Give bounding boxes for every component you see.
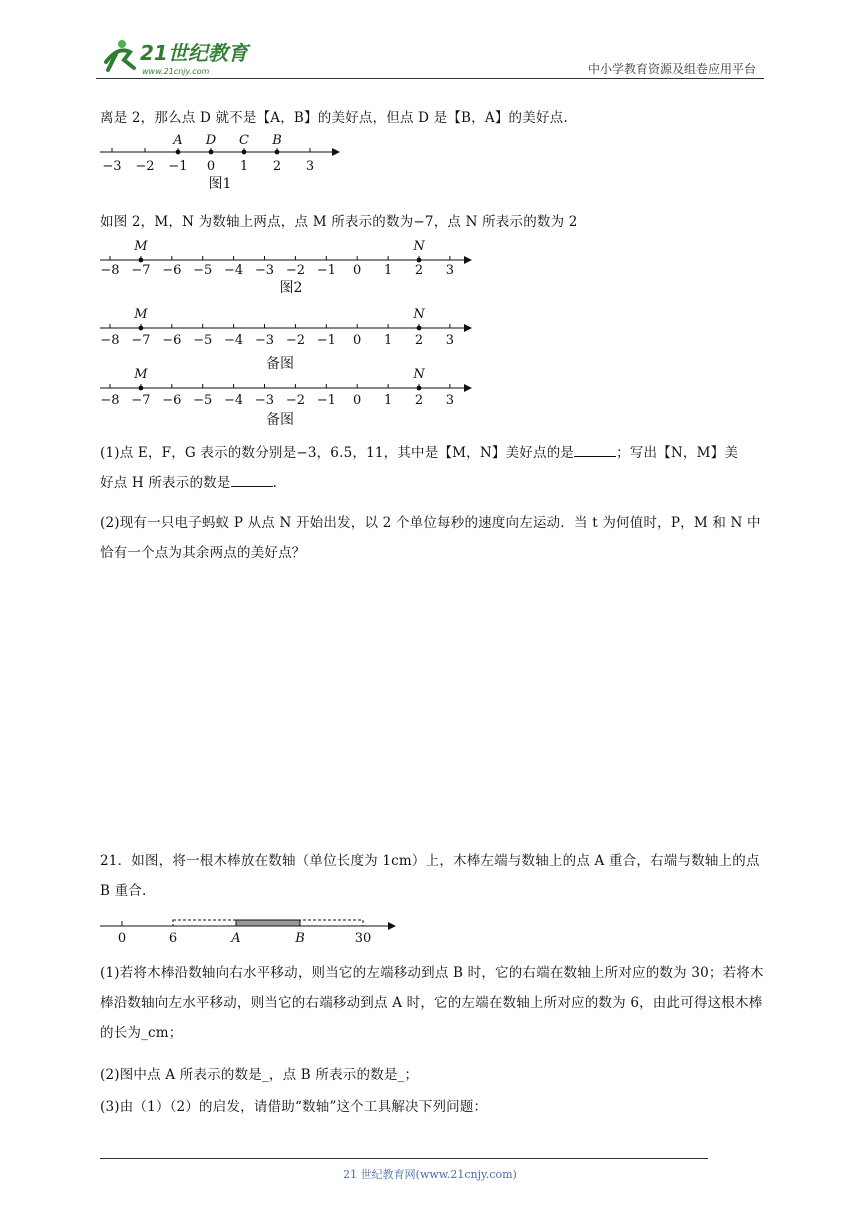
- tick-label: −8: [100, 393, 120, 408]
- tick-label: 0: [117, 931, 127, 946]
- tick-label: 0: [353, 393, 362, 408]
- point-label: N: [413, 307, 425, 322]
- spare-number-line-2: [96, 364, 486, 428]
- figure-1-number-line: [96, 130, 356, 190]
- point-label: M: [134, 307, 148, 322]
- logo: [96, 36, 266, 80]
- tick-label: 1: [383, 393, 393, 408]
- tick-label: −2: [285, 393, 305, 408]
- point-marker: [417, 326, 422, 331]
- point-label: C: [239, 133, 249, 148]
- tick-label: −1: [316, 333, 336, 348]
- point-label: M: [134, 367, 148, 382]
- footer-divider: [100, 1158, 708, 1159]
- point-marker: [176, 150, 181, 155]
- tick-label: 0: [353, 263, 362, 278]
- part1-text-a: (1)点 E，F，G 表示的数分别是−3，6.5，11，其中是【M，N】美好点的是: [100, 445, 575, 461]
- header-divider: [96, 78, 764, 79]
- tick-label: −2: [285, 263, 305, 278]
- runner-icon: [106, 40, 134, 70]
- tick-label: 6: [168, 931, 178, 946]
- point-marker: [139, 386, 144, 391]
- spare-caption-2: 备图: [266, 412, 294, 428]
- tick-label: 2: [414, 393, 424, 408]
- tick-label: 1: [383, 333, 393, 348]
- tick-label: 3: [445, 393, 455, 408]
- part1-text-c: 好点 H 所表示的数是: [100, 475, 231, 491]
- point-marker: [242, 150, 247, 155]
- point-label: N: [413, 367, 425, 382]
- tick-label: −2: [135, 159, 155, 174]
- point-marker: [275, 150, 280, 155]
- tick-label: −8: [100, 263, 120, 278]
- tick-label: 1: [239, 159, 249, 174]
- q21-part2: (2)图中点 A 所表示的数是_，点 B 所表示的数是_；: [100, 1067, 419, 1083]
- part1-text-d: .: [272, 475, 278, 491]
- tick-label: 3: [445, 333, 455, 348]
- logo-url: www.21cnjy.com: [142, 67, 210, 76]
- figure-1-caption: 图1: [208, 176, 232, 192]
- q21-number-line: [96, 912, 406, 952]
- point-label: A: [173, 133, 183, 148]
- point-marker: [417, 386, 422, 391]
- point-label-a: A: [231, 931, 241, 946]
- tick-label: −4: [224, 393, 244, 408]
- point-marker: [417, 258, 422, 263]
- answer-blank-2[interactable]: [231, 474, 273, 487]
- logo-text: 21世纪教育: [140, 41, 248, 65]
- answer-blank-1[interactable]: [574, 444, 616, 457]
- q21-part3: (3)由（1）（2）的启发，请借助“数轴”这个工具解决下列问题：: [100, 1099, 488, 1115]
- axis-line: [100, 324, 472, 332]
- point-label: D: [205, 133, 217, 148]
- tick-label: −4: [224, 263, 244, 278]
- tick-label: −4: [224, 333, 244, 348]
- point-label-b: B: [295, 931, 305, 946]
- tick-label: −2: [285, 333, 305, 348]
- tick-label: −6: [162, 393, 182, 408]
- tick-label: 2: [414, 263, 424, 278]
- fig2-intro-line: 如图 2，M，N 为数轴上两点，点 M 所表示的数为−7，点 N 所表示的数为 2: [100, 214, 578, 230]
- q20-part1: [100, 438, 764, 498]
- tick-label: −5: [193, 263, 213, 278]
- q21-stem: 21．如图，将一根木棒放在数轴（单位长度为 1cm）上，木棒左端与数轴上的点 A 重合，右端与数轴上的点 B 重合.: [100, 853, 760, 899]
- tick-label: 2: [272, 159, 282, 174]
- tick-label: −5: [193, 393, 213, 408]
- figure-2-number-line: [96, 232, 486, 296]
- tick-label: −1: [168, 159, 188, 174]
- spare-number-line-1: [96, 304, 486, 372]
- wooden-rod: [236, 920, 300, 926]
- tick-label: −7: [131, 263, 151, 278]
- tick-label: −3: [254, 333, 275, 348]
- point-marker: [209, 150, 214, 155]
- tick-label: 3: [445, 263, 455, 278]
- point-label: N: [413, 239, 425, 254]
- point-marker: [139, 258, 144, 263]
- tick-label: −8: [100, 333, 120, 348]
- tick-label: −7: [131, 393, 151, 408]
- site-tagline: 中小学教育资源及组卷应用平台: [587, 62, 756, 76]
- tick-label: −6: [162, 263, 182, 278]
- tick-label: −5: [193, 333, 213, 348]
- figure-2-caption: 图2: [279, 280, 303, 296]
- axis-line: [100, 148, 340, 156]
- tick-label: 2: [414, 333, 424, 348]
- part1-text-b: ；写出【N，M】美: [616, 445, 739, 461]
- tick-label: 0: [353, 333, 362, 348]
- tick-label: −1: [316, 263, 336, 278]
- point-label: M: [134, 239, 148, 254]
- tick-label: 3: [305, 159, 315, 174]
- tick-label: 1: [383, 263, 393, 278]
- tick-label: −3: [254, 263, 275, 278]
- footer-text: 21 世纪教育网(www.21cnjy.com): [343, 1168, 517, 1181]
- tick-label: 0: [206, 159, 216, 174]
- point-marker: [139, 326, 144, 331]
- tick-label: −3: [254, 393, 275, 408]
- tick-label: −3: [102, 159, 122, 174]
- tick-label: −6: [162, 333, 182, 348]
- q20-part2: (2)现有一只电子蚂蚁 P 从点 N 开始出发，以 2 个单位每秒的速度向左运动．当 t 为何值时，P，M 和 N 中恰有一个点为其余两点的美好点？: [100, 515, 761, 561]
- q21-part1: (1)若将木棒沿数轴向右水平移动，则当它的左端移动到点 B 时，它的右端在数轴上所对应的数为 30；若将木棒沿数轴向左水平移动，则当它的右端移动到点 A 时，它的左端在数轴上所对应的数为 6，由此可得这根木棒的长为_cm；: [100, 965, 764, 1041]
- tick-label: 30: [354, 931, 372, 946]
- tick-label: −1: [316, 393, 336, 408]
- tick-label: −7: [131, 333, 151, 348]
- q20-intro-line: 离是 2，那么点 D 就不是【A，B】的美好点，但点 D 是【B，A】的美好点.: [100, 110, 568, 126]
- point-label: B: [272, 133, 282, 148]
- axis-line: [100, 384, 472, 392]
- spare-caption-1: 备图: [266, 356, 294, 372]
